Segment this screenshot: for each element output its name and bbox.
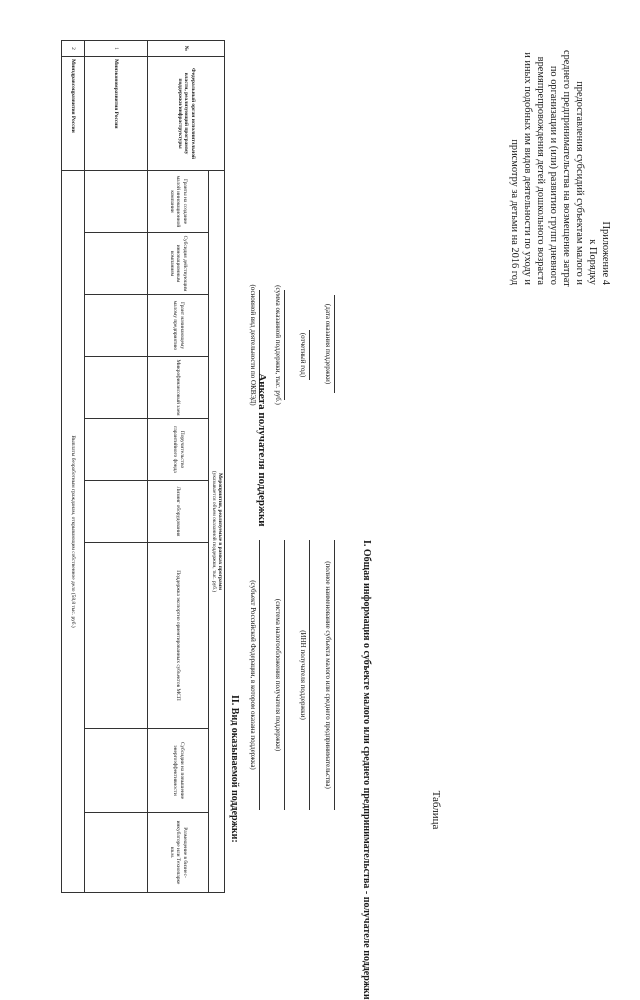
region-caption: (субъект Российской Федерации, в котором оказана поддержка) — [249, 580, 257, 770]
row-note: Выплаты безработным гражданам, открывающим собственное дело (58,8 тыс. руб.) — [62, 171, 85, 893]
section-1-heading: I. Общая информация о субъекте малого или среднего предпринимательства - получателе поддержки — [361, 540, 372, 1000]
row-organ: Минэкономразвития России — [85, 57, 148, 171]
appendix-line: к Порядку — [587, 239, 598, 285]
row-number: 1 — [85, 41, 148, 57]
table-cell — [85, 813, 148, 893]
table-cell — [85, 233, 148, 295]
table-cell — [85, 729, 148, 813]
support-date-caption: (дата оказания поддержки) — [324, 303, 332, 385]
column-header-incubator-unit: кв.м. — [168, 846, 175, 859]
okved-caption: (основной вид деятельности по ОКВЭД) — [249, 284, 257, 406]
column-header-number: № — [148, 41, 225, 57]
company-name-line — [334, 540, 335, 810]
column-header-incubator-text: Размещение в бизнес-инкубаторе или Технопарке — [175, 820, 188, 885]
column-group-header — [209, 171, 225, 893]
appendix-line: присмотру за детьми на 2016 год — [509, 139, 520, 285]
appendix-line: по организации и (или) развитию групп дневного — [548, 65, 559, 285]
table-label: Таблица — [430, 790, 442, 830]
report-year-line — [309, 330, 310, 380]
table-cell — [85, 171, 148, 233]
support-date-line — [334, 295, 335, 393]
appendix-line: среднего предпринимательства на возмещение затрат — [561, 50, 572, 287]
report-year-caption: (отчетный год) — [299, 332, 307, 378]
form-title: Анкета получателя поддержки — [256, 373, 268, 527]
support-amount-line — [284, 290, 285, 400]
region-line — [259, 540, 260, 810]
column-header-microloan: Микрофинансовый заем — [148, 357, 209, 419]
column-group-title: Мероприятия, реализуемые в рамках программ — [217, 472, 223, 591]
appendix-note — [508, 50, 612, 285]
appendix-line: предоставления субсидий субъектам малого и — [574, 81, 585, 285]
row-organ: Минздравсоцразвития России — [62, 57, 85, 171]
column-header-export-support: Поддержка экспортно ориентированных субъектов МСП — [148, 543, 209, 729]
column-header-energy-efficiency: Субсидии на повышение энергоэффективности — [148, 729, 209, 813]
company-name-caption: (полное наименование субъекта малого или среднего предпринимательства) — [324, 561, 332, 789]
table-cell — [85, 419, 148, 481]
appendix-line: и иных подобных им видов деятельности по уходу и — [522, 52, 533, 285]
table-cell — [85, 543, 148, 729]
table-cell — [85, 357, 148, 419]
support-amount-caption: (сумма оказанной поддержки, тыс. руб.) — [274, 285, 282, 405]
tax-system-caption: (система налогообложения получателя поддержки) — [274, 598, 282, 752]
column-header-organ: Федеральный орган исполнительной власти, реализующий программу поддержки/инфраструктуры — [148, 57, 225, 171]
appendix-line: Приложение 4 — [600, 221, 611, 285]
column-header-subsidy-innovation: Субсидия действующим инновационным компаниям — [148, 233, 209, 295]
support-table — [61, 40, 225, 893]
table-cell — [85, 481, 148, 543]
column-header-leasing: Лизинг оборудования — [148, 481, 209, 543]
inn-caption: (ИНН получателя поддержки) — [299, 630, 307, 720]
column-header-guarantee: Поручительство гарантийного фонда — [148, 419, 209, 481]
row-number: 2 — [62, 41, 85, 57]
appendix-line: времяпрепровождения детей дошкольного возраста — [535, 56, 546, 285]
table-header-row — [209, 41, 225, 893]
inn-line — [309, 540, 310, 810]
tax-system-line — [284, 540, 285, 810]
section-2-heading: II. Вид оказываемой поддержки: — [229, 695, 240, 843]
column-header-incubator — [148, 813, 209, 893]
column-header-grant-startup: Грант начинающему малому предприятию — [148, 295, 209, 357]
table-row — [85, 41, 148, 893]
table-row — [62, 41, 85, 893]
column-header-grant-innovation: Гранты на создание малой инновационной компании — [148, 171, 209, 233]
table-cell — [85, 295, 148, 357]
column-group-subtitle: (указывается объем оказанной поддержки, тыс. руб.) — [210, 470, 217, 593]
